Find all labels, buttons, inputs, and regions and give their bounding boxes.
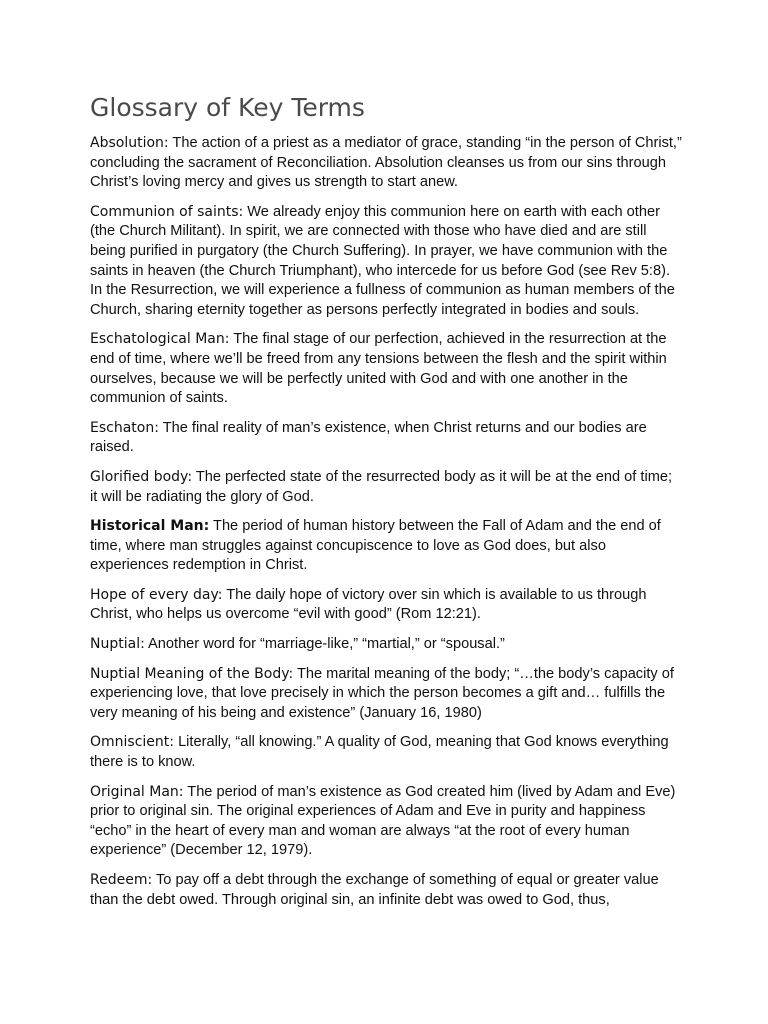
page-title: Glossary of Key Terms — [90, 93, 365, 122]
glossary-page — [90, 92, 682, 920]
glossary-entry-hope-of-every-day — [90, 586, 682, 625]
glossary-definition: The action of a priest as a mediator of grace, standing “in the person of Christ,” concluding the sacrament of Reconciliation. Absolution cleanses us from our sins through Christ’s loving mercy and gives us strength to start anew. — [90, 135, 682, 191]
glossary-entry-redeem — [90, 871, 682, 910]
glossary-entry-nuptial-meaning-of-the-body — [90, 665, 682, 724]
glossary-term: Redeem: — [90, 872, 153, 888]
glossary-term: Communion of saints: — [90, 203, 244, 220]
glossary-entry-communion-of-saints — [90, 203, 682, 321]
glossary-definition: To pay off a debt through the exchange of something of equal or greater value than the debt owed. Through original sin, an infinite debt was owed to God, thus, — [90, 872, 659, 908]
glossary-entry-eschatological-man — [90, 330, 682, 408]
glossary-entry-omniscient — [90, 733, 682, 772]
glossary-definition: The period of human history between the Fall of Adam and the end of time, where man struggles against concupiscence to love as God does, but also experiences redemption in Christ. — [90, 518, 661, 574]
glossary-term: Absolution: — [90, 135, 169, 151]
glossary-definition: Literally, “all knowing.” A quality of God, meaning that God knows everything there is to know. — [90, 734, 669, 771]
glossary-term: Glorified body: — [90, 468, 193, 485]
glossary-entry-original-man — [90, 783, 682, 861]
glossary-term: Nuptial Meaning of the Body: — [90, 665, 294, 682]
glossary-definition: The final reality of man’s existence, when Christ returns and our bodies are raised. — [90, 419, 647, 456]
glossary-term: Hope of every day: — [90, 586, 223, 603]
glossary-definition: We already enjoy this communion here on earth with each other (the Church Militant). In spirit, we are connected with those who have died and are still being purified in purgatory (the Church Suffering). In prayer, we have communion with the saints in heaven (the Church Triumphant), who intercede for us before God (see Rev 5:8). In the Resurrection, we will experience a fullness of communion as human members of the Church, sharing eternity together as persons perfectly integrated in bodies and souls. — [90, 203, 675, 318]
glossary-entry-eschaton — [90, 419, 682, 458]
glossary-entry-glorified-body — [90, 468, 682, 507]
glossary-term: Original Man: — [90, 783, 184, 800]
glossary-term: Eschaton: — [90, 419, 159, 436]
glossary-term: Nuptial: — [90, 636, 145, 653]
glossary-definition: The marital meaning of the body; “…the body’s capacity of experiencing love, that love precisely in which the person becomes a gift and… fulfills the very meaning of his being and existence” (January 16, 1980) — [90, 665, 674, 721]
glossary-entry-historical-man — [90, 517, 682, 576]
glossary-definition: The period of man’s existence as God created him (lived by Adam and Eve) prior to original sin. The original experiences of Adam and Eve in purity and happiness “echo” in the heart of every man and woman are always “at the root of every human experience” (December 12, 1979). — [90, 783, 676, 859]
glossary-term: Historical Man: — [90, 518, 210, 535]
glossary-definition: The daily hope of victory over sin which is available to us through Christ, who helps us overcome “evil with good” (Rom 12:21). — [90, 586, 647, 623]
glossary-term: Omniscient: — [90, 734, 174, 751]
glossary-definition: Another word for “marriage-like,” “martial,” or “spousal.” — [148, 636, 505, 653]
glossary-entry-absolution — [90, 134, 682, 193]
glossary-entry-nuptial — [90, 635, 682, 655]
glossary-term: Eschatological Man: — [90, 331, 230, 348]
glossary-definition: The perfected state of the resurrected body as it will be at the end of time; it will be radiating the glory of God. — [90, 468, 673, 505]
glossary-definition: The final stage of our perfection, achieved in the resurrection at the end of time, where we’ll be freed from any tensions between the flesh and the spirit within ourselves, because we will be perfectly united with God and with one another in the communion of saints. — [90, 331, 667, 407]
